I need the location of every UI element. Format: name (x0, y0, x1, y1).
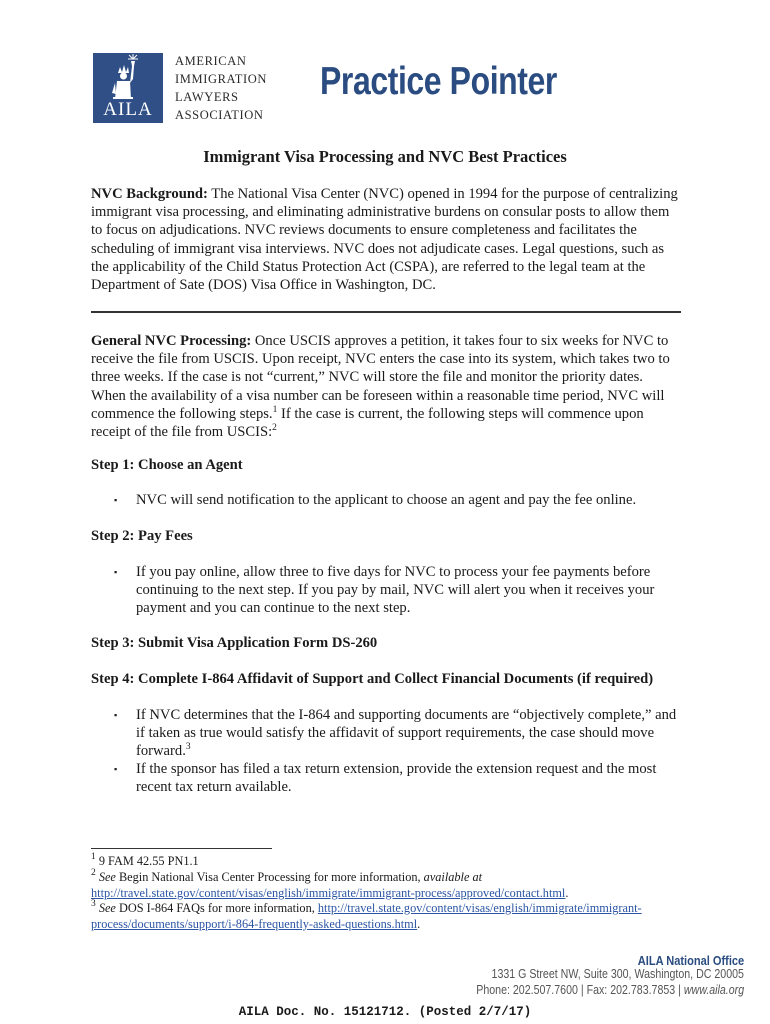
office-contact (476, 983, 744, 997)
footnote-ref: 2 (272, 423, 277, 434)
list-item-text: If the sponsor has filed a tax return extension, provide the extension request and the most recent tax return available. (136, 761, 657, 796)
footnote-2 (91, 870, 676, 902)
footnote-end: . (565, 885, 569, 900)
bullet-icon: ▪ (114, 764, 118, 774)
practice-pointer-title: Practice Pointer (320, 60, 557, 103)
org-line: AMERICAN (175, 54, 247, 68)
general-processing-text: If the case is current, the following steps will commence upon receipt of the file from USCIS: (91, 405, 644, 441)
footnote-link[interactable]: http://travel.state.gov/content/visas/english/immigrate/immigrant-process/approved/contact.html (91, 885, 566, 900)
footnote-number: 2 (91, 868, 96, 878)
office-website[interactable]: www.aila.org (683, 983, 744, 997)
step-1-heading: Step 1: Choose an Agent (91, 457, 243, 473)
step-2-heading: Step 2: Pay Fees (91, 528, 193, 544)
organization-name (175, 52, 267, 124)
footnote-number: 3 (91, 899, 96, 909)
separator: | (580, 983, 584, 997)
general-processing-paragraph (91, 332, 681, 441)
logo-text: AILA (103, 99, 153, 120)
footnote-text: DOS I-864 FAQs for more information, (115, 901, 318, 915)
footnote-ref: 3 (185, 742, 191, 753)
footnote-text: 9 FAM 42.55 PN1.1 (95, 854, 199, 868)
footnote-text: Begin National Visa Center Processing for more information, (115, 870, 424, 884)
document-number: AILA Doc. No. 15121712. (Posted 2/7/17) (238, 1005, 532, 1019)
footnote-ref: 1 (272, 404, 278, 415)
footnote-1 (91, 854, 676, 870)
footnote-end: . (417, 916, 421, 931)
bullet-icon: ▪ (114, 567, 118, 577)
list-item-text: NVC will send notification to the applicant to choose an agent and pay the fee online. (136, 492, 637, 508)
aila-logo (93, 53, 163, 123)
nvc-background-text: The National Visa Center (NVC) opened in 1994 for the purpose of centralizing immigrant visa processing, and eliminating administrative burdens on consular posts to allow them to focus on adjudications. NVC reviews documents to ensure completeness and facilitates the scheduling of immigrant visa interviews. NVC does not adjudicate cases. Legal questions, such as the applicability of the Child Status Protection Act (CSPA), are referred to the legal team at the Department of Sate (DOS) Visa Office in Washington, DC. (91, 186, 678, 294)
list-item-body: If NVC determines that the I-864 and supporting documents are “objectively complete,” and if taken as true would satisfy the affidavit of support requirements, the case should move forward. (136, 707, 677, 760)
section-divider (91, 311, 681, 313)
document-title: Immigrant Visa Processing and NVC Best Practices (203, 147, 567, 166)
org-line: IMMIGRATION (175, 72, 268, 86)
list-item-text: If you pay online, allow three to five days for NVC to process your fee payments before continuing to the next step. If you pay by mail, NVC will alert you when it receives your payment and you can continue to the next step. (136, 564, 655, 617)
footnote-3 (91, 901, 676, 933)
footnote-link[interactable]: http://travel.state.gov/content/visas/english/immigrate/immigrant-process/documents/support/i-864-frequently-asked-questions.html (91, 901, 642, 931)
office-address: 1331 G Street NW, Suite 300, Washington, DC 20005 (491, 967, 744, 981)
bullet-icon: ▪ (114, 710, 118, 720)
footnote-see: See (98, 870, 116, 884)
list-item-text (136, 706, 681, 761)
footnote-see: See (98, 901, 116, 915)
org-line: LAWYERS (175, 90, 239, 104)
office-fax: Fax: 202.783.7853 (586, 983, 676, 997)
nvc-background-label: NVC Background: (91, 186, 208, 202)
general-processing-label: General NVC Processing: (91, 333, 252, 349)
separator: | (678, 983, 681, 997)
step-3-heading: Step 3: Submit Visa Application Form DS-260 (91, 635, 378, 651)
office-phone: Phone: 202.507.7600 (476, 983, 578, 997)
footnote-divider (91, 848, 272, 849)
footnote-available-at: available at (423, 870, 483, 884)
bullet-icon: ▪ (114, 495, 118, 505)
nvc-background-paragraph (91, 185, 681, 294)
office-title: AILA National Office (637, 953, 744, 968)
general-processing-text: Once USCIS approves a petition, it takes four to six weeks for NVC to receive the file from USCIS. Upon receipt, NVC enters the case into its system, which takes two to three weeks. If the case is not “current,” NVC will store the file and monitor the priority dates. When the availability of a visa number can be foreseen within a reasonable time period, NVC will commence the following steps. (91, 333, 670, 422)
step-4-heading: Step 4: Complete I-864 Affidavit of Support and Collect Financial Documents (if required) (91, 671, 654, 687)
org-line: ASSOCIATION (175, 108, 264, 122)
footnote-number: 1 (91, 852, 96, 862)
